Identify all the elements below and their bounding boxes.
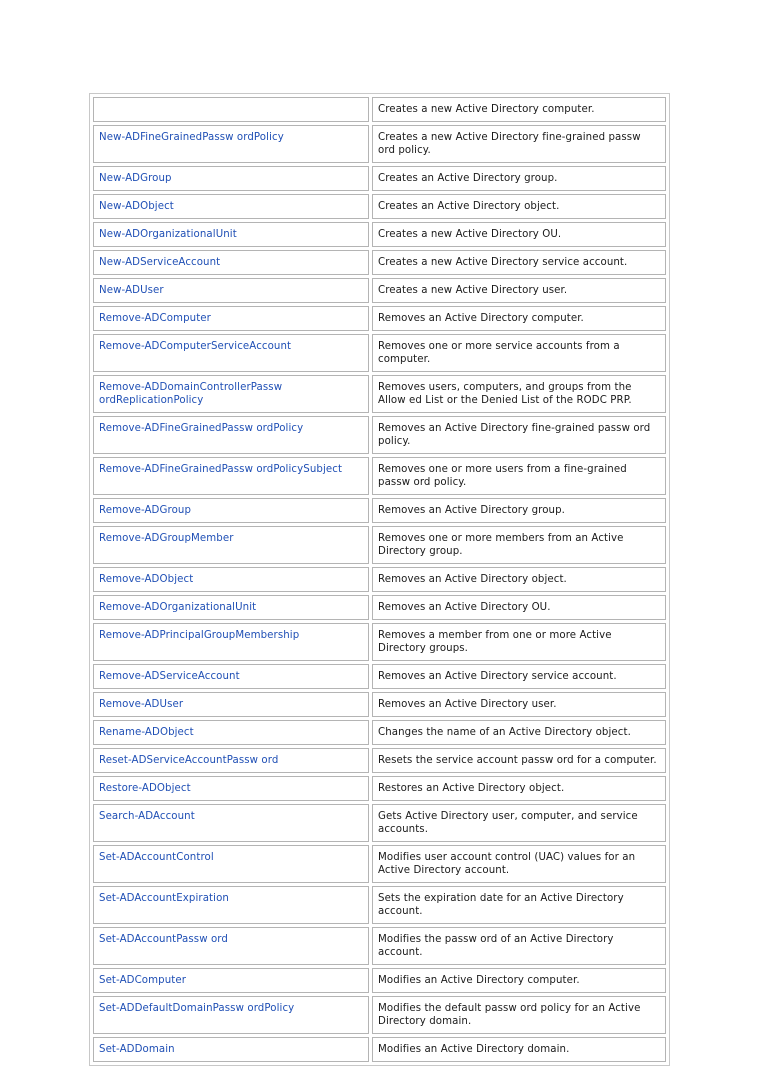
cmdlet-name-link[interactable]: Set-ADAccountPassw ord [93,927,369,965]
table-row [93,375,666,413]
cmdlet-description-cell: Removes one or more members from an Active Directory group. [372,526,666,564]
cmdlet-name-link[interactable]: Set-ADDefaultDomainPassw ordPolicy [93,996,369,1034]
cmdlet-description-cell: Creates an Active Directory group. [372,166,666,191]
cmdlet-name-link[interactable]: Restore-ADObject [93,776,369,801]
cmdlet-name-cell [93,97,369,122]
cmdlet-table-body [93,97,666,1062]
cmdlet-description-cell: Removes an Active Directory fine-grained passw ord policy. [372,416,666,454]
table-row [93,692,666,717]
cmdlet-name-link[interactable]: Remove-ADOrganizationalUnit [93,595,369,620]
table-row [93,845,666,883]
cmdlet-description-cell: Changes the name of an Active Directory object. [372,720,666,745]
cmdlet-description-cell: Removes an Active Directory object. [372,567,666,592]
cmdlet-description-cell: Modifies an Active Directory computer. [372,968,666,993]
cmdlet-name-link[interactable]: Remove-ADGroup [93,498,369,523]
table-row [93,748,666,773]
cmdlet-name-link[interactable]: Reset-ADServiceAccountPassw ord [93,748,369,773]
cmdlet-name-link[interactable]: Set-ADAccountControl [93,845,369,883]
table-row [93,250,666,275]
cmdlet-name-link[interactable]: New-ADOrganizationalUnit [93,222,369,247]
cmdlet-name-link[interactable]: Remove-ADObject [93,567,369,592]
table-row [93,664,666,689]
table-row [93,720,666,745]
cmdlet-description-cell: Creates a new Active Directory OU. [372,222,666,247]
cmdlet-description-cell: Restores an Active Directory object. [372,776,666,801]
cmdlet-name-link[interactable]: Remove-ADComputerServiceAccount [93,334,369,372]
cmdlet-name-link[interactable]: New-ADObject [93,194,369,219]
cmdlet-description-cell: Removes an Active Directory OU. [372,595,666,620]
cmdlet-description-cell: Removes an Active Directory service account. [372,664,666,689]
table-row [93,194,666,219]
cmdlet-description-cell: Removes an Active Directory computer. [372,306,666,331]
table-row [93,996,666,1034]
table-row [93,1037,666,1062]
cmdlet-name-link[interactable]: Search-ADAccount [93,804,369,842]
cmdlet-description-cell: Removes one or more users from a fine-grained passw ord policy. [372,457,666,495]
cmdlet-description-cell: Creates a new Active Directory user. [372,278,666,303]
cmdlet-name-link[interactable]: New-ADFineGrainedPassw ordPolicy [93,125,369,163]
cmdlet-name-link[interactable]: New-ADUser [93,278,369,303]
cmdlet-name-link[interactable]: Remove-ADServiceAccount [93,664,369,689]
cmdlet-description-cell: Modifies the default passw ord policy for an Active Directory domain. [372,996,666,1034]
cmdlet-name-link[interactable]: New-ADServiceAccount [93,250,369,275]
cmdlet-name-link[interactable]: Remove-ADFineGrainedPassw ordPolicySubject [93,457,369,495]
cmdlet-table [89,93,670,1066]
cmdlet-name-link[interactable]: Remove-ADUser [93,692,369,717]
cmdlet-description-cell: Creates a new Active Directory service account. [372,250,666,275]
table-row [93,306,666,331]
cmdlet-name-link[interactable]: Rename-ADObject [93,720,369,745]
cmdlet-description-cell: Removes a member from one or more Active Directory groups. [372,623,666,661]
table-row [93,623,666,661]
cmdlet-name-link[interactable]: Remove-ADGroupMember [93,526,369,564]
cmdlet-description-cell: Modifies user account control (UAC) values for an Active Directory account. [372,845,666,883]
table-row [93,776,666,801]
table-row [93,804,666,842]
table-row [93,416,666,454]
table-row [93,222,666,247]
cmdlet-description-cell: Gets Active Directory user, computer, and service accounts. [372,804,666,842]
cmdlet-description-cell: Sets the expiration date for an Active Directory account. [372,886,666,924]
cmdlet-description-cell: Removes an Active Directory group. [372,498,666,523]
table-row [93,498,666,523]
table-row [93,595,666,620]
table-row [93,927,666,965]
table-row [93,968,666,993]
cmdlet-description-cell: Modifies the passw ord of an Active Directory account. [372,927,666,965]
table-row [93,886,666,924]
table-row [93,457,666,495]
cmdlet-name-link[interactable]: Remove-ADPrincipalGroupMembership [93,623,369,661]
table-row [93,166,666,191]
cmdlet-name-link[interactable]: Remove-ADFineGrainedPassw ordPolicy [93,416,369,454]
table-row [93,97,666,122]
table-row [93,334,666,372]
cmdlet-description-cell: Removes users, computers, and groups from the Allow ed List or the Denied List of the RODC PRP. [372,375,666,413]
cmdlet-name-link[interactable]: Remove-ADDomainControllerPassw ordReplicationPolicy [93,375,369,413]
cmdlet-name-link[interactable]: New-ADGroup [93,166,369,191]
table-row [93,526,666,564]
cmdlet-name-link[interactable]: Set-ADAccountExpiration [93,886,369,924]
cmdlet-name-link[interactable]: Remove-ADComputer [93,306,369,331]
cmdlet-description-cell: Creates a new Active Directory fine-grained passw ord policy. [372,125,666,163]
cmdlet-description-cell: Creates a new Active Directory computer. [372,97,666,122]
cmdlet-name-link[interactable]: Set-ADDomain [93,1037,369,1062]
table-row [93,278,666,303]
cmdlet-name-link[interactable]: Set-ADComputer [93,968,369,993]
table-row [93,125,666,163]
cmdlet-description-cell: Removes an Active Directory user. [372,692,666,717]
table-row [93,567,666,592]
cmdlet-description-cell: Resets the service account passw ord for a computer. [372,748,666,773]
cmdlet-description-cell: Removes one or more service accounts from a computer. [372,334,666,372]
cmdlet-description-cell: Creates an Active Directory object. [372,194,666,219]
cmdlet-description-cell: Modifies an Active Directory domain. [372,1037,666,1062]
